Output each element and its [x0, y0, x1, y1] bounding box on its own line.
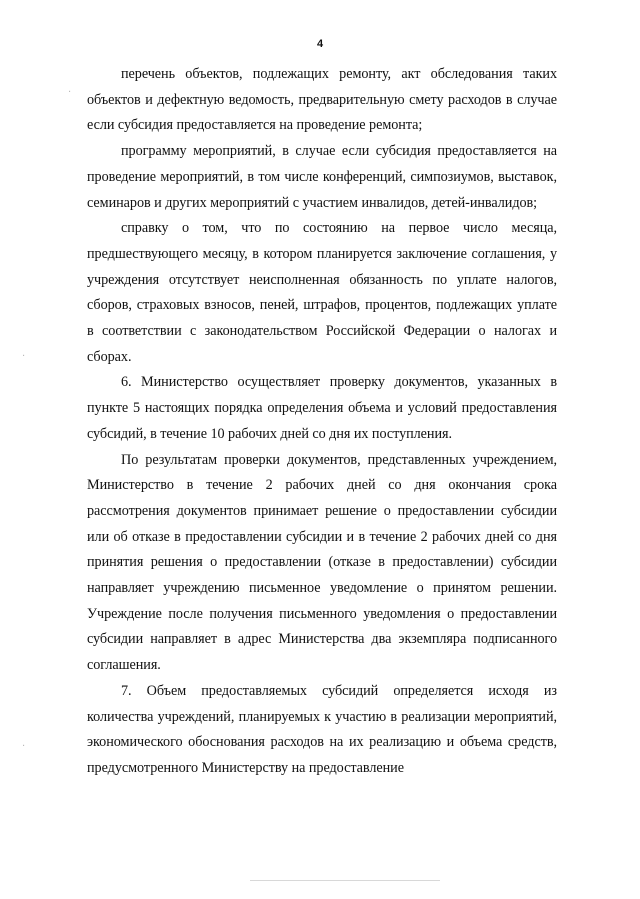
scan-edge-line [250, 880, 440, 881]
document-body [87, 62, 557, 782]
page-number: 4 [316, 38, 324, 50]
margin-speck: · [68, 87, 72, 98]
paragraph-item-6: 6. Министерство осуществляет проверку документов, указанных в пункте 5 настоящих порядка определения объема и условий предоставления субсидий, в течение 10 рабочих дней со дня их поступления. [87, 374, 557, 442]
paragraph-item-7: 7. Объем предоставляемых субсидий определяется исходя из количества учреждений, планируемых к участию в реализации мероприятий, экономического обоснования расходов на их реализацию и объема средств, предусмотренного Министерству на предоставление [87, 682, 557, 776]
paragraph-review-results: По результатам проверки документов, представленных учреждением, Министерство в течение 2 рабочих дней со дня окончания срока рассмотрения документов принимает решение о предоставлении субсидии или об отказе в предоставлении субсидии и в течение 2 рабочих дней со дня принятия решения о предоставлении (отказе в предоставлении) субсидии направляет учреждению письменное уведомление о принятом решении. Учреждение после получения письменного уведомления о предоставлении субсидии направляет в адрес Министерства два экземпляра подписанного соглашения. [87, 451, 557, 674]
margin-speck: · [22, 351, 26, 362]
paragraph-tax-certificate: справку о том, что по состоянию на первое число месяца, предшествующего месяцу, в котором планируется заключение соглашения, у учреждения отсутствует неисполненная обязанность по уплате налогов, сборов, страховых взносов, пеней, штрафов, процентов, подлежащих уплате в соответствии с законодательством Российской Федерации о налогах и сборах. [87, 220, 557, 365]
paragraph-event-program: программу мероприятий, в случае если субсидия предоставляется на проведение мероприятий, в том числе конференций, симпозиумов, выставок, семинаров и других мероприятий с участием инвалидов, детей-инвалидов; [87, 143, 557, 211]
paragraph-object-list: перечень объектов, подлежащих ремонту, акт обследования таких объектов и дефектную ведомость, предварительную смету расходов в случае если субсидия предоставляется на проведение ремонта; [87, 66, 557, 134]
margin-speck: · [22, 741, 26, 752]
